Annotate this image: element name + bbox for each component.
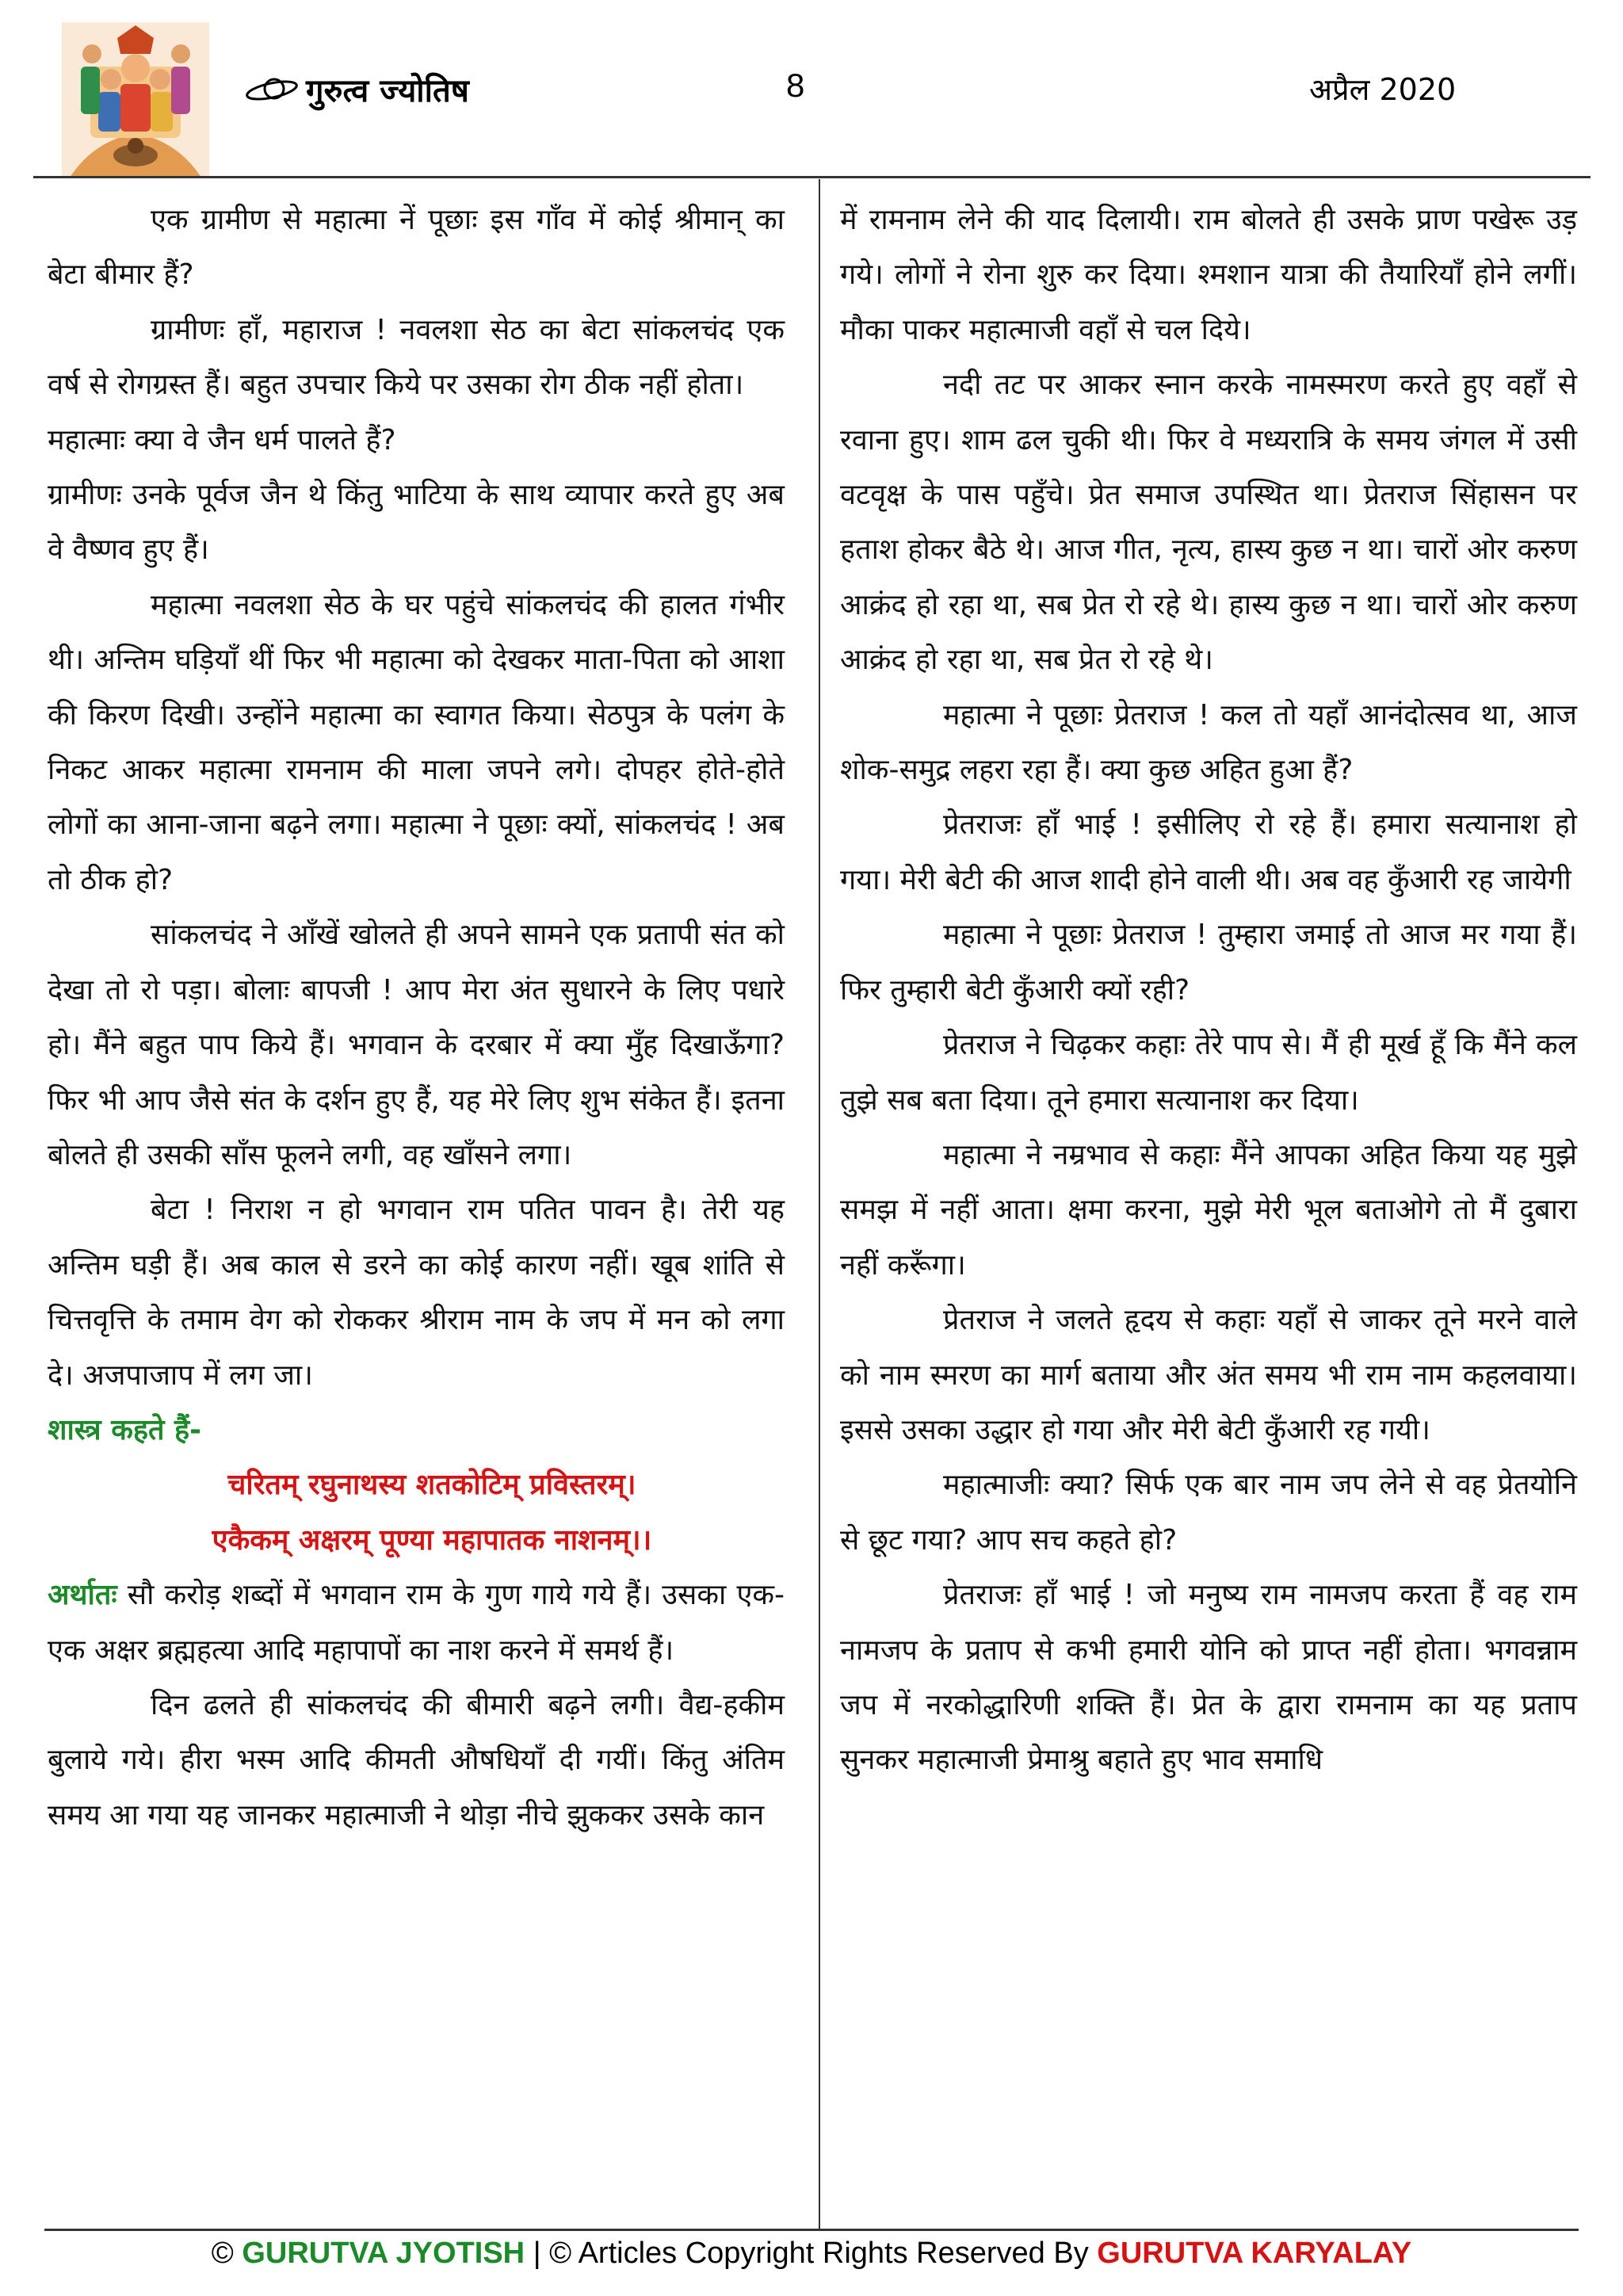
- header-divider: [33, 176, 1591, 178]
- left-column: [48, 193, 785, 1843]
- paragraph: नदी तट पर आकर स्नान करके नामस्मरण करते हुए वहाँ से रवाना हुए। शाम ढल चुकी थी। फिर वे मध्यरात्रि के समय जंगल में उसी वटवृक्ष के पास पहुँचे। प्रेत समाज उपस्थित था। प्रेतराज सिंहासन पर हताश होकर बैठे थे। आज गीत, नृत्य, हास्य कुछ न था। चारों ओर करुण आक्रंद हो रहा था, सब प्रेत रो रहे थे। हास्य कुछ न था। चारों ओर करुण आक्रंद हो रहा था, सब प्रेत रो रहे थे।: [840, 369, 1577, 677]
- copyright-symbol: ©: [211, 2237, 234, 2270]
- verse-line-1: चरितम् रघुनाथस्य शतकोटिम् प्रविस्तरम्।: [227, 1469, 636, 1502]
- column-divider: [819, 179, 820, 2229]
- page-header: [0, 0, 1623, 174]
- paragraph: महात्माजीः क्या? सिर्फ एक बार नाम जप लेने से वह प्रेतयोनि से छूट गया? आप सच कहते हो?: [840, 1469, 1577, 1557]
- paragraph: प्रेतराज ने चिढ़कर कहाः तेरे पाप से। मैं ही मूर्ख हूँ कि मैंने कल तुझे सब बता दिया। तूने हमारा सत्यानाश कर दिया।: [840, 1029, 1577, 1117]
- brand-name: गुरुत्व ज्योतिष: [306, 72, 469, 109]
- paragraph: महात्मा ने पूछाः प्रेतराज ! कल तो यहाँ आनंदोत्सव था, आज शोक-समुद्र लहरा रहा हैं। क्या कुछ अहित हुआ हैं?: [840, 698, 1577, 787]
- paragraph: एक ग्रामीण से महात्मा नें पूछाः इस गाँव में कोई श्रीमान् का बेटा बीमार हैं?: [48, 204, 785, 292]
- paragraph: दिन ढलते ही सांकलचंद की बीमारी बढ़ने लगी। वैद्य-हकीम बुलाये गये। हीरा भस्म आदि कीमती औषधियाँ दी गयीं। किंतु अंतिम समय आ गया यह जानकर महात्माजी ने थोड़ा नीचे झुककर उसके कान: [48, 1688, 785, 1832]
- footer-brand-red: GURUTVA KARYALAY: [1097, 2237, 1412, 2270]
- ram-darbar-picture: [62, 22, 209, 178]
- brand: [244, 65, 469, 113]
- scripture-heading: शास्त्र कहते हैं-: [48, 1413, 202, 1446]
- paragraph: प्रेतराज ने जलते हृदय से कहाः यहाँ से जाकर तूने मरने वाले को नाम स्मरण का मार्ग बताया और अंत समय भी राम नाम कहलवाया। इससे उसका उद्धार हो गया और मेरी बेटी कुँआरी रह गयी।: [840, 1304, 1577, 1446]
- right-column: [840, 193, 1577, 1788]
- footer-rights-text: © Articles Copyright Rights Reserved By: [549, 2237, 1089, 2270]
- paragraph: महात्मा नवलशा सेठ के घर पहुंचे सांकलचंद की हालत गंभीर थी। अन्तिम घड़ियाँ थीं फिर भी महात्मा को देखकर माता-पिता को आशा की किरण दिखी। उन्होंने महात्मा का स्वागत किया। सेठपुत्र के पलंग के निकट आकर महात्मा रामनाम की माला जपने लगे। दोपहर होते-होते लोगों का आना-जाना बढ़ने लगा। महात्मा ने पूछाः क्यों, सांकलचंद ! अब तो ठीक हो?: [48, 588, 785, 896]
- meaning-text: सौ करोड़ शब्दों में भगवान राम के गुण गाये गये हैं। उसका एक-एक अक्षर ब्रह्महत्या आदि महापापों का नाश करने में समर्थ हैं।: [48, 1579, 785, 1667]
- footer-divider: [44, 2229, 1579, 2231]
- paragraph: महात्मा ने नम्रभाव से कहाः मैंने आपका अहित किया यह मुझे समझ में नहीं आता। क्षमा करना, मुझे मेरी भूल बताओगे तो मैं दुबारा नहीं करूँगा।: [840, 1138, 1577, 1282]
- footer-separator: |: [533, 2237, 541, 2270]
- meaning-label: अर्थातः: [48, 1579, 117, 1612]
- paragraph: सांकलचंद ने आँखें खोलते ही अपने सामने एक प्रतापी संत को देखा तो रो पड़ा। बोलाः बापजी ! आप मेरा अंत सुधारने के लिए पधारे हो। मैंने बहुत पाप किये हैं। भगवान के दरबार में क्या मुँह दिखाऊँगा? फिर भी आप जैसे संत के दर्शन हुए हैं, यह मेरे लिए शुभ संकेत हैं। इतना बोलते ही उसकी साँस फूलने लगी, वह खाँसने लगा।: [48, 919, 785, 1171]
- paragraph: महात्माः क्या वे जैन धर्म पालते हैं?: [48, 423, 396, 457]
- paragraph: में रामनाम लेने की याद दिलायी। राम बोलते ही उसके प्राण पखेरू उड़ गये। लोगों ने रोना शुरु कर दिया। श्मशान यात्रा की तैयारियाँ होने लगीं। मौका पाकर महात्माजी वहाँ से चल दिये।: [840, 204, 1577, 346]
- page-footer: [0, 2237, 1623, 2271]
- issue-date: अप्रैल 2020: [1309, 72, 1457, 107]
- paragraph: प्रेतराजः हाँ भाई ! इसीलिए रो रहे हैं। हमारा सत्यानाश हो गया। मेरी बेटी की आज शादी होने वाली थी। अब वह कुँआरी रह जायेगी: [840, 808, 1577, 896]
- paragraph: महात्मा ने पूछाः प्रेतराज ! तुम्हारा जमाई तो आज मर गया हैं। फिर तुम्हारी बेटी कुँआरी क्यों रही?: [840, 919, 1577, 1007]
- paragraph: प्रेतराजः हाँ भाई ! जो मनुष्य राम नामजप करता हैं वह राम नामजप के प्रताप से कभी हमारी योनि को प्राप्त नहीं होता। भगवन्नाम जप में नरकोद्धारिणी शक्ति हैं। प्रेत के द्वारा रामनाम का यह प्रताप सुनकर महात्माजी प्रेमाश्रु बहाते हुए भाव समाधि: [840, 1579, 1577, 1777]
- ram-darbar-logo: [62, 22, 209, 178]
- paragraph: ग्रामीणः उनके पूर्वज जैन थे किंतु भाटिया के साथ व्यापार करते हुए अब वे वैष्णव हुए हैं।: [48, 479, 785, 567]
- saturn-planet-icon: [244, 73, 300, 105]
- verse-line-2: एकैकम् अक्षरम् पूण्या महापातक नाशनम्।।: [212, 1523, 652, 1557]
- paragraph: बेटा ! निराश न हो भगवान राम पतित पावन है। तेरी यह अन्तिम घड़ी हैं। अब काल से डरने का कोई कारण नहीं। खूब शांति से चित्तवृत्ति के तमाम वेग को रोककर श्रीराम नाम के जप में मन को लगा दे। अजपाजाप में लग जा।: [48, 1194, 785, 1392]
- meaning-paragraph: [48, 1568, 785, 1678]
- footer-brand-green: GURUTVA JYOTISH: [242, 2237, 525, 2270]
- page-number: 8: [786, 67, 805, 104]
- paragraph: ग्रामीणः हाँ, महाराज ! नवलशा सेठ का बेटा सांकलचंद एक वर्ष से रोगग्रस्त हैं। बहुत उपचार किये पर उसका रोग ठीक नहीं होता।: [48, 313, 785, 402]
